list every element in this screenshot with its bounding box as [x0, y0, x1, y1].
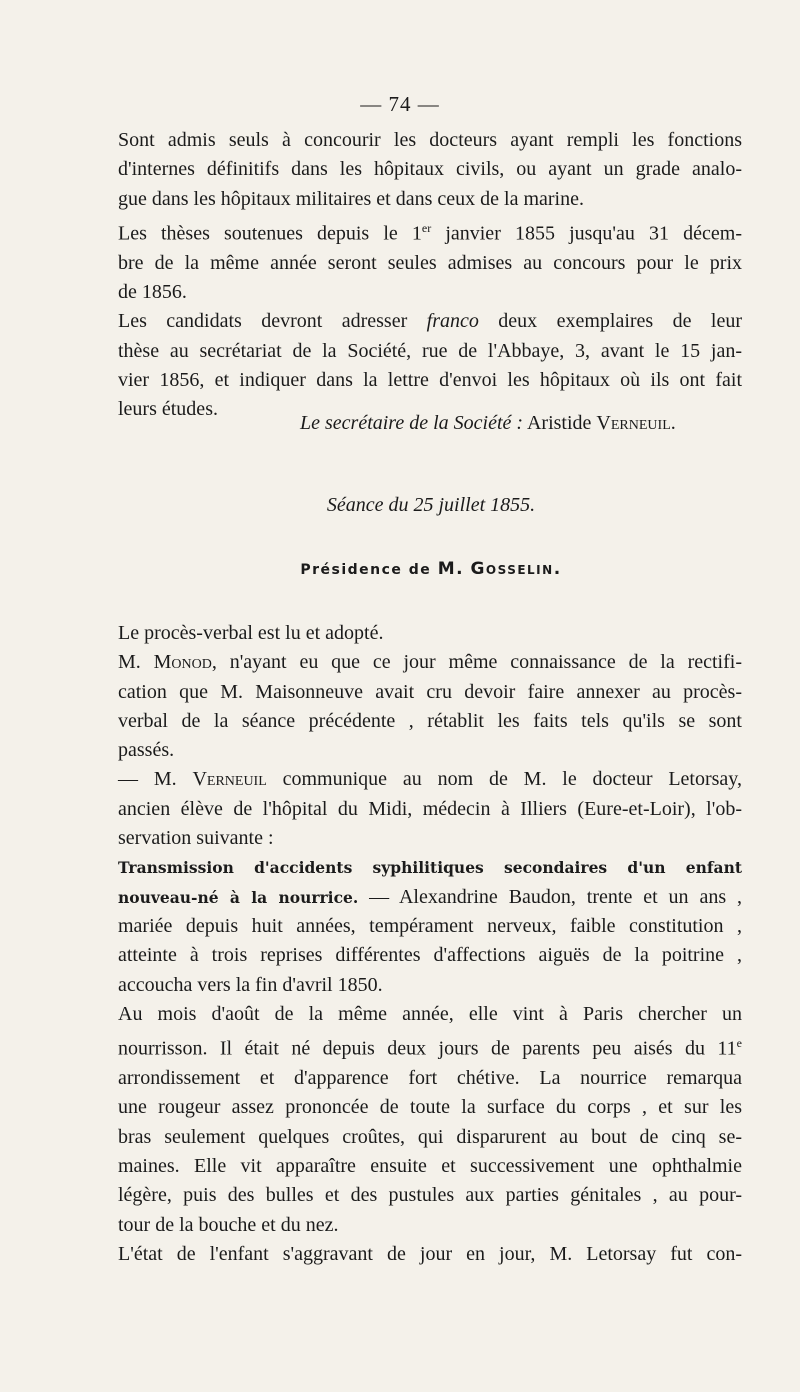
- secretary-title: Le secrétaire de la Société :: [300, 412, 524, 434]
- line: [118, 307, 742, 336]
- secretary-last-name: Verneuil.: [596, 412, 676, 434]
- line: [118, 883, 742, 912]
- line: servation suivante :: [118, 827, 274, 850]
- line: d'internes définitifs dans les hôpitaux civils, ou ayant un grade analo-: [118, 158, 742, 181]
- line: bre de la même année seront seules admises au concours pour le prix: [118, 251, 742, 274]
- observation-title: Transmission d'accidents syphilitiques secondaires d'un enfant: [118, 858, 742, 878]
- text-run: M.: [118, 651, 154, 674]
- line: gue dans les hôpitaux militaires et dans ceux de la marine.: [118, 187, 584, 210]
- line: mariée depuis huit années, tempérament nerveux, faible constitution ,: [118, 914, 742, 937]
- line: [118, 214, 742, 249]
- signature-line: [300, 409, 740, 438]
- paragraph-theses: [118, 214, 742, 308]
- paragraph-letorsay: [118, 1240, 742, 1269]
- line: de 1856.: [118, 281, 187, 304]
- session-heading: Séance du 25 juillet 1855.: [326, 494, 536, 516]
- text-run: communique au nom de M. le docteur Letorsay,: [266, 768, 742, 791]
- line: maines. Elle vit apparaître ensuite et successivement une ophthalmie: [118, 1155, 742, 1177]
- secretary-first-name: Aristide: [526, 412, 592, 434]
- line: Sont admis seuls à concourir les docteurs ayant rempli les fonctions: [118, 129, 742, 151]
- text-run: , n'ayant eu que ce jour même connaissance de la rectifi-: [211, 651, 742, 674]
- text-run: — M.: [118, 768, 193, 791]
- line: cation que M. Maisonneuve avait cru devoir faire annexer au procès-: [118, 680, 742, 703]
- line: légère, puis des bulles et des pustules aux parties génitales , au pour-: [118, 1184, 742, 1207]
- line: passés.: [118, 739, 175, 762]
- italic-word: franco: [426, 310, 479, 333]
- superscript: er: [421, 220, 432, 235]
- observation-title-end: nouveau-né à la nourrice.: [118, 887, 359, 907]
- text-block-prize-rules: [118, 126, 742, 425]
- president-name: Gosselin.: [470, 559, 562, 579]
- line: ancien élève de l'hôpital du Midi, médecin à Illiers (Eure-et-Loir), l'ob-: [118, 797, 742, 820]
- page-number: — 74 —: [360, 92, 440, 116]
- line: Le procès-verbal est lu et adopté.: [118, 622, 384, 644]
- line: [118, 765, 742, 794]
- line: bras seulement quelques croûtes, qui disparurent au bout de cinq se-: [118, 1125, 742, 1148]
- text-run: — Alexandrine Baudon, trente et un ans ,: [358, 885, 742, 908]
- line: [118, 1029, 742, 1064]
- paragraph-verneuil: [118, 765, 742, 853]
- person-name: Monod: [153, 651, 212, 674]
- line: vier 1856, et indiquer dans la lettre d'envoi les hôpitaux où ils ont fait: [118, 369, 742, 392]
- paragraph-minutes: [118, 619, 742, 648]
- line: Au mois d'août de la même année, elle vint à Paris chercher un: [118, 1002, 742, 1025]
- presidency-m: M.: [437, 559, 465, 579]
- text-run: Les thèses soutenues depuis le 1: [118, 222, 422, 245]
- paragraph-observation: [118, 853, 742, 999]
- line: leurs études.: [118, 398, 218, 421]
- paragraph-monod: [118, 648, 742, 765]
- paragraph-candidates: [118, 307, 742, 424]
- person-name: Verneuil: [192, 768, 267, 791]
- text-run: Les candidats devront adresser: [118, 310, 427, 333]
- paragraph-august: [118, 1000, 742, 1240]
- line: arrondissement et d'apparence fort chétive. La nourrice remarqua: [118, 1067, 742, 1090]
- line: L'état de l'enfant s'aggravant de jour en jour, M. Letorsay fut con-: [118, 1242, 742, 1265]
- text-run: janvier 1855 jusqu'au 31 décem-: [431, 222, 742, 245]
- paragraph-eligibility: [118, 126, 742, 214]
- superscript: e: [736, 1036, 742, 1051]
- line: une rougeur assez prononcée de toute la surface du corps , et sur les: [118, 1096, 742, 1119]
- line: [118, 648, 742, 677]
- line: accoucha vers la fin d'avril 1850.: [118, 973, 383, 996]
- line: thèse au secrétariat de la Société, rue de l'Abbaye, 3, avant le 15 jan-: [118, 339, 742, 362]
- line: tour de la bouche et du nez.: [118, 1213, 339, 1236]
- text-run: nourrisson. Il était né depuis deux jours de parents peu aisés du 11: [118, 1037, 737, 1060]
- text-run: deux exemplaires de leur: [478, 310, 743, 333]
- presidency-heading: [0, 559, 800, 579]
- text-block-proceedings: [118, 619, 742, 1269]
- presidency-label: Présidence de: [300, 562, 438, 578]
- line: atteinte à trois reprises différentes d'affections aiguës de la poitrine ,: [118, 944, 742, 967]
- line: verbal de la séance précédente , rétablit les faits tels qu'ils se sont: [118, 709, 742, 732]
